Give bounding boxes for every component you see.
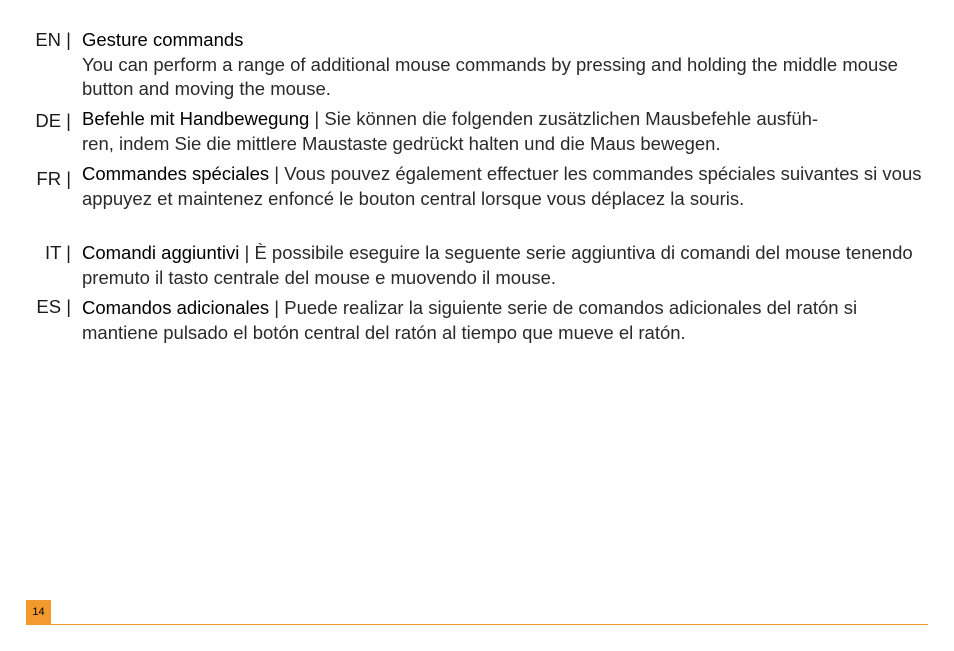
footer-divider [26,624,928,625]
section-fr-content [82,162,928,211]
section-de-content [82,107,928,156]
page-number-badge: 14 [26,600,51,624]
section-de-separator: | [309,108,325,129]
section-it-heading: Comandi aggiuntivi [82,242,240,263]
section-es-heading: Comandos adicionales [82,297,270,318]
section-en-body: You can perform a range of additional mouse commands by pressing and holding the middle mouse button and moving the mouse. [82,53,898,99]
section-en-heading: Gesture commands [82,29,244,50]
section-de-body: Sie können die folgenden zusätzlichen Mausbefehle ausfüh- ren, indem Sie die mittlere Maustaste gedrückt halten und die Maus bewegen. [82,108,819,154]
section-fr-body: Vous pouvez également effectuer les commandes spéciales suivantes si vous appuyez et maintenez enfoncé le bouton central lorsque vous déplacez la souris. [82,163,922,209]
language-label-es: ES | [36,296,71,317]
section-fr-heading: Commandes spéciales [82,163,270,184]
section-es-content [82,296,928,345]
language-label-en: EN | [35,29,71,50]
section-es-separator: | [269,297,285,318]
section-it-separator: | [239,242,255,263]
section-de-heading: Befehle mit Handbewegung [82,108,310,129]
section-es-body: Puede realizar la siguiente serie de comandos adicionales del ratón si mantiene pulsado el botón central del ratón al tiempo que mueve el ratón. [82,297,858,343]
section-it-content [82,241,928,290]
language-label-fr: FR | [36,168,71,189]
language-label-it: IT | [44,242,71,263]
section-it-body: È possibile eseguire la seguente serie aggiuntiva di comandi del mouse tenendo premuto il tasto centrale del mouse e muovendo il mouse. [82,242,913,288]
section-en-content [82,28,928,102]
section-fr-separator: | [269,163,285,184]
language-label-de: DE | [35,110,71,131]
